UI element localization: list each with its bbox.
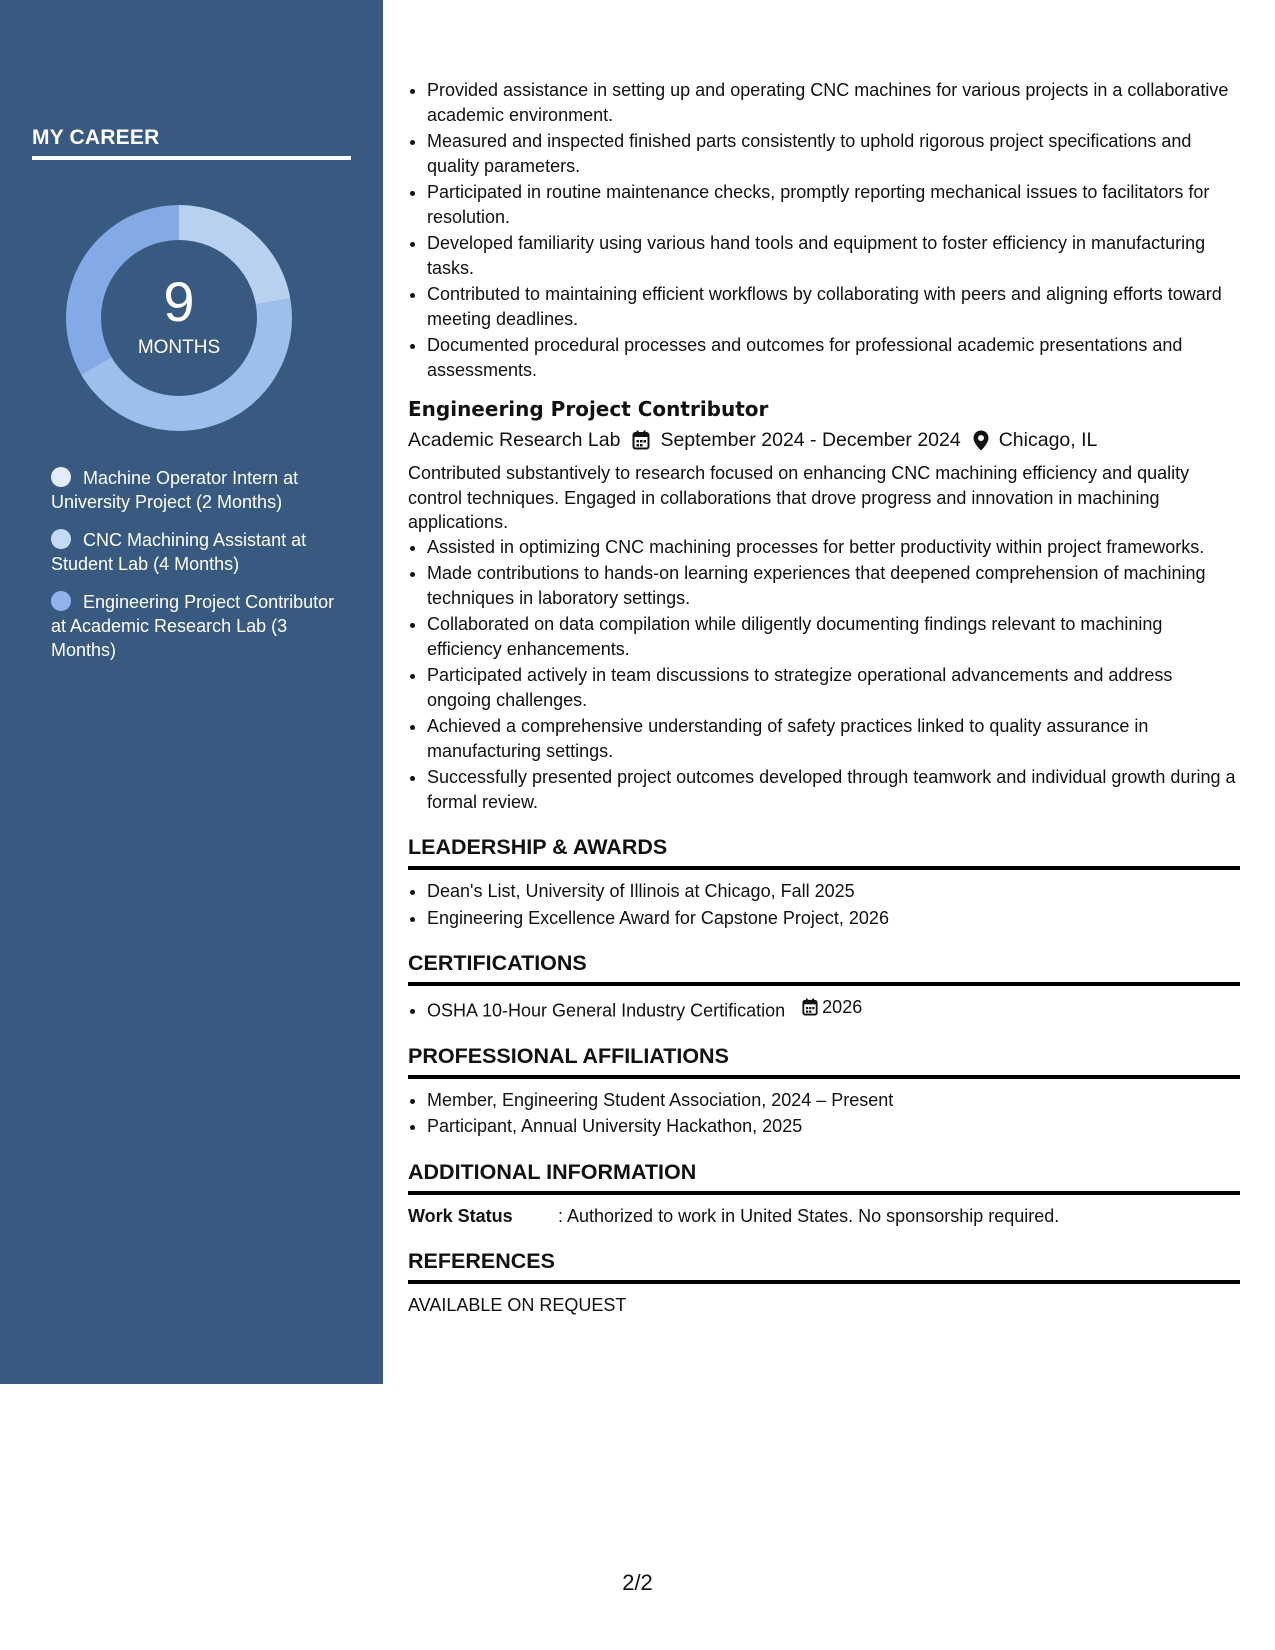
prev-job-bullets: [408, 78, 1240, 382]
award-item: • Engineering Excellence Award for Capstone Project, 2026: [427, 906, 1240, 931]
bullet-item: • Assisted in optimizing CNC machining processes for better productivity within project frameworks.: [427, 535, 1240, 560]
career-dot-icon: [51, 467, 71, 487]
bullet-item: • Measured and inspected finished parts consistently to uphold rigorous project specifications and quality parameters.: [427, 129, 1240, 178]
career-item-text: Machine Operator Intern at University Project (2 Months): [51, 468, 299, 512]
career-dot-icon: [51, 529, 71, 549]
references-heading: REFERENCES: [408, 1246, 1240, 1284]
career-item: [51, 590, 341, 662]
leadership-heading: LEADERSHIP & AWARDS: [408, 832, 1240, 870]
career-item-text: CNC Machining Assistant at Student Lab (4 Months): [51, 530, 307, 574]
certification-item: [427, 995, 1240, 1023]
career-list: [51, 466, 341, 676]
bullet-item: • Developed familiarity using various hand tools and equipment to foster efficiency in manufacturing tasks.: [427, 231, 1240, 280]
job-description: Contributed substantively to research focused on enhancing CNC machining efficiency and quality control techniques. Engaged in collaborations that drove progress and innovation in machining applications.: [408, 463, 1190, 532]
job-location: Chicago, IL: [998, 429, 1098, 451]
career-dot-icon: [51, 591, 71, 611]
references-text: AVAILABLE ON REQUEST: [408, 1295, 627, 1316]
career-item: [51, 466, 341, 514]
job-dates: September 2024 - December 2024: [660, 429, 961, 451]
affiliations-heading: PROFESSIONAL AFFILIATIONS: [408, 1041, 1240, 1079]
affiliation-item: • Member, Engineering Student Association, 2024 – Present: [427, 1088, 1240, 1113]
career-total-value: 9: [163, 270, 195, 333]
career-donut-chart: [66, 205, 292, 431]
calendar-icon: [632, 430, 650, 450]
career-item-text: Engineering Project Contributor at Academic Research Lab (3 Months): [51, 592, 335, 660]
page-number: 2/2: [622, 1570, 653, 1595]
bullet-item: • Contributed to maintaining efficient workflows by collaborating with peers and aligning efforts toward meeting deadlines.: [427, 282, 1240, 331]
job-meta: [408, 425, 1240, 455]
calendar-icon: [802, 998, 818, 1016]
job-company: Academic Research Lab: [408, 429, 621, 451]
work-status-label: Work Status: [408, 1205, 513, 1226]
work-status-value: : Authorized to work in United States. No sponsorship required.: [558, 1205, 1060, 1226]
bullet-item: • Successfully presented project outcomes developed through teamwork and individual growth during a formal review.: [427, 765, 1240, 814]
award-item: • Dean's List, University of Illinois at Chicago, Fall 2025: [427, 879, 1240, 904]
affiliations-list: [408, 1088, 1240, 1139]
job-title: Engineering Project Contributor: [408, 397, 769, 421]
main-content: [408, 78, 1240, 1318]
certification-year: 2026: [822, 997, 863, 1017]
bullet-item: • Participated in routine maintenance checks, promptly reporting mechanical issues to facilitators for resolution.: [427, 180, 1240, 229]
career-total-unit: MONTHS: [137, 337, 221, 358]
affiliation-item: • Participant, Annual University Hackathon, 2025: [427, 1114, 1240, 1139]
career-title: MY CAREER: [32, 126, 351, 160]
certifications-heading: CERTIFICATIONS: [408, 948, 1240, 986]
job-bullets: [408, 535, 1240, 815]
map-pin-icon: [973, 430, 989, 451]
sidebar: [0, 0, 383, 1384]
bullet-item: • Achieved a comprehensive understanding of safety practices linked to quality assurance in manufacturing settings.: [427, 714, 1240, 763]
certifications-list: [408, 995, 1240, 1023]
work-status-row: [408, 1204, 1240, 1229]
certification-name: OSHA 10-Hour General Industry Certification: [427, 1000, 786, 1021]
bullet-item: • Collaborated on data compilation while diligently documenting findings relevant to machining efficiency enhancements.: [427, 612, 1240, 661]
additional-info-heading: ADDITIONAL INFORMATION: [408, 1157, 1240, 1195]
bullet-item: • Participated actively in team discussions to strategize operational advancements and address ongoing challenges.: [427, 663, 1240, 712]
bullet-item: • Documented procedural processes and outcomes for professional academic presentations and assessments.: [427, 333, 1240, 382]
career-item: [51, 528, 341, 576]
leadership-list: [408, 879, 1240, 930]
bullet-item: • Provided assistance in setting up and operating CNC machines for various projects in a collaborative academic environment.: [427, 78, 1240, 127]
bullet-item: • Made contributions to hands-on learning experiences that deepened comprehension of machining techniques in laboratory settings.: [427, 561, 1240, 610]
